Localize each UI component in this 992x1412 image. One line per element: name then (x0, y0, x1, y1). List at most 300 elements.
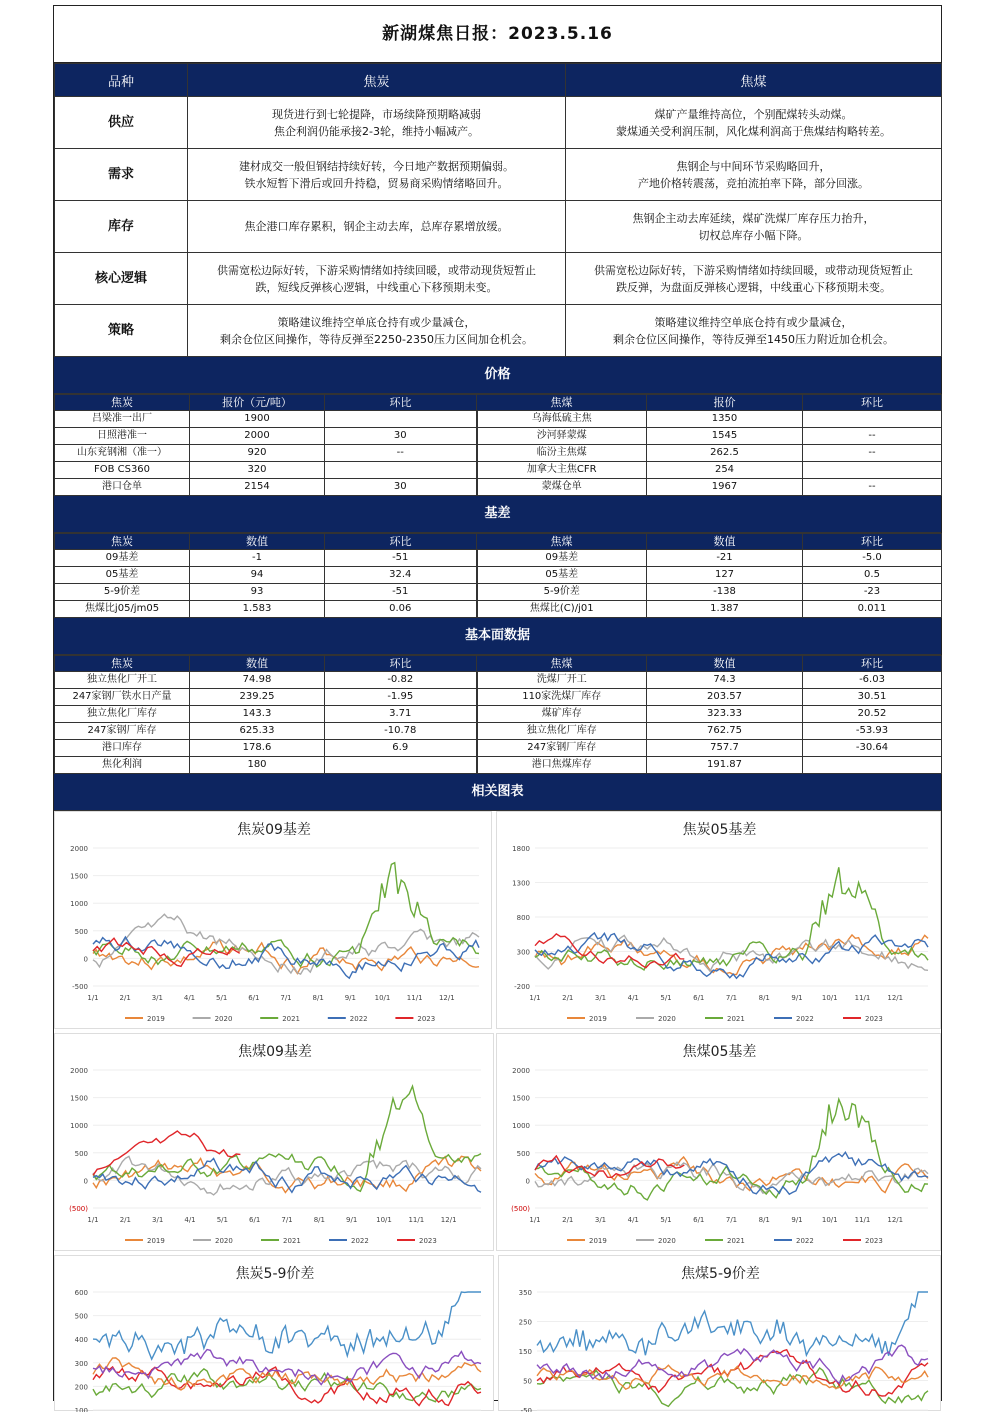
x-tick-label: 5/1 (660, 1216, 672, 1224)
basis-header-row (55, 534, 942, 550)
table-cell: 1900 (190, 411, 325, 428)
table-cell: -1.95 (325, 689, 477, 706)
table-cell: -138 (647, 584, 803, 601)
qual-row-label: 核心逻辑 (55, 253, 188, 305)
y-tick-label: 600 (74, 1289, 88, 1297)
table-cell: FOB CS360 (55, 462, 190, 479)
legend-label: 2020 (658, 1237, 676, 1245)
table-cell (325, 411, 477, 428)
table-cell: -0.82 (325, 672, 477, 689)
x-tick-label: 11/1 (854, 994, 871, 1002)
table-row (55, 550, 942, 567)
x-tick-label: 3/1 (152, 1216, 164, 1224)
chart-svg (499, 1256, 942, 1412)
qual-row-label: 需求 (55, 149, 188, 201)
basis-band: 基差 (54, 496, 941, 533)
qual-line: 焦钢企主动去库延续，煤矿洗煤厂库存压力抬升， (632, 211, 875, 225)
legend-label: 2020 (658, 1015, 676, 1023)
fundamentals-band: 基本面数据 (54, 618, 941, 655)
y-tick-label: (500) (511, 1205, 530, 1213)
legend-label: 2022 (349, 1015, 368, 1023)
chart-svg (55, 812, 493, 1030)
x-tick-label: 8/1 (312, 994, 324, 1002)
y-tick-label: 500 (516, 1149, 530, 1158)
table-cell: 沙河驿蒙煤 (477, 428, 647, 445)
y-tick-label: 0 (83, 955, 88, 964)
fund-col-header: 数值 (647, 656, 803, 672)
table-cell: -10.78 (325, 723, 477, 740)
report-frame (53, 5, 942, 1412)
x-tick-label: 12/1 (438, 994, 455, 1002)
table-cell: 临汾主焦煤 (477, 445, 647, 462)
qual-coke-cell (188, 305, 566, 357)
table-row (55, 757, 942, 774)
x-tick-label: 4/1 (627, 994, 639, 1002)
table-cell: -- (325, 445, 477, 462)
table-cell: 05基差 (55, 567, 190, 584)
table-cell: -23 (803, 584, 942, 601)
table-cell: 焦化利润 (55, 757, 190, 774)
table-cell: 焦煤比(C)/j01 (477, 601, 647, 618)
qual-coal-cell (566, 97, 942, 149)
table-cell: -5.0 (803, 550, 942, 567)
table-cell: 180 (190, 757, 325, 774)
qual-row-label: 库存 (55, 201, 188, 253)
table-cell: 254 (647, 462, 803, 479)
legend-label: 2020 (215, 1237, 233, 1245)
table-cell: 30.51 (803, 689, 942, 706)
table-cell: -21 (647, 550, 803, 567)
table-cell: 127 (647, 567, 803, 584)
y-tick-label: 100 (74, 1407, 88, 1412)
chart-title: 焦炭5-9价差 (235, 1266, 315, 1282)
legend-label: 2019 (147, 1015, 165, 1023)
table-row (55, 689, 942, 706)
y-tick-label: 0 (83, 1177, 88, 1186)
table-row (55, 445, 942, 462)
x-tick-label: 4/1 (627, 1216, 639, 1224)
chart-svg (497, 812, 942, 1030)
fund-col-header: 焦炭 (55, 656, 190, 672)
header-coal: 焦煤 (566, 64, 942, 97)
x-tick-label: 11/1 (854, 1216, 871, 1224)
y-tick-label: 1000 (512, 1122, 530, 1131)
y-tick-label: 2000 (512, 1067, 530, 1075)
series-line (93, 1158, 481, 1192)
table-cell: 山东兖钢湘（准一） (55, 445, 190, 462)
x-tick-label: 11/1 (406, 994, 423, 1002)
table-cell: 1.583 (190, 601, 325, 618)
table-cell: 1967 (647, 479, 803, 496)
chart-panel (54, 1255, 494, 1411)
qual-line: 剩余仓位区间操作，等待反弹至1450压力附近加仓机会。 (613, 332, 894, 346)
x-tick-label: 1/1 (529, 1216, 541, 1224)
table-row (55, 601, 942, 618)
y-tick-label: 500 (74, 927, 88, 936)
table-cell: 757.7 (647, 740, 803, 757)
x-tick-label: 12/1 (887, 1216, 904, 1224)
x-tick-label: 12/1 (887, 994, 904, 1002)
table-cell: 港口焦煤库存 (477, 757, 647, 774)
qual-line: 跌，短线反弹核心逻辑，中线重心下移预期未变。 (255, 280, 498, 294)
fund-col-header: 环比 (325, 656, 477, 672)
chart-title: 焦煤09基差 (238, 1044, 312, 1060)
qual-line: 焦钢企与中间环节采购略回升， (676, 159, 831, 173)
fund-col-header: 焦煤 (477, 656, 647, 672)
legend-label: 2021 (727, 1237, 745, 1245)
table-cell: 262.5 (647, 445, 803, 462)
chart-panel (498, 1255, 941, 1411)
chart-svg (55, 1256, 495, 1412)
x-tick-label: 10/1 (376, 1216, 392, 1224)
legend-label: 2022 (796, 1237, 814, 1245)
y-tick-label: 1800 (512, 845, 530, 853)
table-cell: 0.06 (325, 601, 477, 618)
table-cell: 蒙煤仓单 (477, 479, 647, 496)
table-cell: 05基差 (477, 567, 647, 584)
x-tick-label: 8/1 (758, 994, 770, 1002)
x-tick-label: 12/1 (440, 1216, 457, 1224)
qual-coke-cell (188, 149, 566, 201)
table-cell: 乌海低硫主焦 (477, 411, 647, 428)
y-tick-label: 1500 (70, 872, 88, 881)
table-cell: 323.33 (647, 706, 803, 723)
qual-line: 策略建议维持空单底仓持有或少量减仓， (277, 315, 476, 329)
x-tick-label: 8/1 (313, 1216, 325, 1224)
table-cell: 30 (325, 479, 477, 496)
table-cell: 30 (325, 428, 477, 445)
qual-line: 蒙煤通关受利润压制，风化煤利润高于焦煤结构略转差。 (616, 124, 891, 138)
table-cell: 吕梁准一出厂 (55, 411, 190, 428)
basis-col-header: 数值 (647, 534, 803, 550)
table-cell: -30.64 (803, 740, 942, 757)
y-tick-label: 50 (523, 1377, 532, 1386)
legend-label: 2023 (419, 1237, 437, 1245)
table-row (55, 740, 942, 757)
legend-label: 2019 (589, 1015, 607, 1023)
y-tick-label: 2000 (70, 845, 88, 853)
qual-row-label: 策略 (55, 305, 188, 357)
table-row (55, 672, 942, 689)
price-col-header: 报价 (647, 395, 803, 411)
price-col-header: 环比 (803, 395, 942, 411)
qual-coke-cell (188, 97, 566, 149)
qual-coal-cell (566, 201, 942, 253)
legend-label: 2019 (589, 1237, 607, 1245)
qual-coal-cell (566, 305, 942, 357)
series-line (93, 914, 479, 974)
x-tick-label: 8/1 (758, 1216, 770, 1224)
x-tick-label: 6/1 (693, 1216, 705, 1224)
qual-row (55, 201, 942, 253)
table-cell: 191.87 (647, 757, 803, 774)
x-tick-label: 7/1 (725, 1216, 738, 1224)
x-tick-label: 3/1 (151, 994, 163, 1002)
qual-coal-cell (566, 149, 942, 201)
table-cell: 247家钢厂库存 (477, 740, 647, 757)
price-band: 价格 (54, 357, 941, 394)
chart-title: 焦炭09基差 (237, 822, 311, 838)
table-cell: 独立焦化厂开工 (55, 672, 190, 689)
table-cell: 203.57 (647, 689, 803, 706)
legend-label: 2023 (865, 1015, 883, 1023)
fund-header-row (55, 656, 942, 672)
table-cell: -- (803, 479, 942, 496)
table-cell: 09基差 (477, 550, 647, 567)
series-line (93, 1350, 481, 1385)
series-line (535, 1099, 928, 1200)
qual-row-label: 供应 (55, 97, 188, 149)
table-cell: -53.93 (803, 723, 942, 740)
qual-line: 铁水短暂下滑后或回升持稳，贸易商采购情绪略回升。 (244, 176, 509, 190)
table-cell: 625.33 (190, 723, 325, 740)
x-tick-label: 9/1 (344, 994, 356, 1002)
table-cell: 762.75 (647, 723, 803, 740)
table-row (55, 462, 942, 479)
qual-row (55, 305, 942, 357)
x-tick-label: 4/1 (183, 994, 196, 1002)
price-col-header: 焦煤 (477, 395, 647, 411)
table-cell: 74.98 (190, 672, 325, 689)
y-tick-label: 500 (74, 1312, 88, 1321)
table-cell: 2154 (190, 479, 325, 496)
qual-line: 产地价格转震荡，竞拍流拍率下降，部分回涨。 (638, 176, 869, 190)
x-tick-label: 11/1 (408, 1216, 425, 1224)
table-cell: 5-9价差 (55, 584, 190, 601)
table-cell: 247家钢厂库存 (55, 723, 190, 740)
y-tick-label: -200 (514, 983, 530, 991)
table-cell: -6.03 (803, 672, 942, 689)
chart-svg (497, 1034, 942, 1252)
table-cell: 143.3 (190, 706, 325, 723)
price-table (54, 394, 942, 496)
qual-coke-cell (188, 201, 566, 253)
table-cell: 239.25 (190, 689, 325, 706)
x-tick-label: 10/1 (374, 994, 391, 1002)
report-title: 新湖煤焦日报：2023.5.16 (54, 6, 941, 63)
y-tick-label: 1500 (70, 1094, 88, 1103)
y-tick-label: 1300 (512, 879, 530, 888)
x-tick-label: 4/1 (184, 1216, 196, 1224)
qual-line: 煤矿产量维持高位，个别配煤转头动煤。 (654, 107, 853, 121)
x-tick-label: 3/1 (594, 994, 607, 1002)
x-tick-label: 7/1 (725, 994, 738, 1002)
series-line (537, 1292, 928, 1356)
table-row (55, 723, 942, 740)
table-cell: 320 (190, 462, 325, 479)
table-cell: -51 (325, 550, 477, 567)
table-cell: 178.6 (190, 740, 325, 757)
table-cell: 独立焦化厂库存 (55, 706, 190, 723)
qual-coal-cell (566, 253, 942, 305)
x-tick-label: 6/1 (249, 1216, 261, 1224)
y-tick-label: 300 (516, 948, 530, 957)
header-variety: 品种 (55, 64, 188, 97)
x-tick-label: 1/1 (529, 994, 541, 1002)
qual-line: 建材成交一般但钢结持续好转，今日地产数据预期偏弱。 (239, 159, 514, 173)
y-tick-label: -50 (520, 1407, 532, 1412)
basis-col-header: 焦炭 (55, 534, 190, 550)
x-tick-label: 1/1 (87, 1216, 99, 1224)
x-tick-label: 6/1 (248, 994, 260, 1002)
table-cell: 09基差 (55, 550, 190, 567)
legend-label: 2021 (727, 1015, 745, 1023)
table-cell: 煤矿库存 (477, 706, 647, 723)
x-tick-label: 2/1 (119, 1216, 131, 1224)
y-tick-label: 200 (74, 1383, 88, 1392)
y-tick-label: 800 (516, 914, 530, 922)
x-tick-label: 5/1 (660, 994, 672, 1002)
chart-title: 焦炭05基差 (682, 822, 757, 838)
y-tick-label: 1000 (70, 1122, 88, 1131)
qual-line: 焦企利润仍能承接2-3轮，维持小幅减产。 (274, 124, 479, 138)
table-cell: 20.52 (803, 706, 942, 723)
table-cell: 加拿大主焦CFR (477, 462, 647, 479)
chart-title: 焦煤05基差 (682, 1044, 757, 1060)
table-cell: 1350 (647, 411, 803, 428)
table-row (55, 567, 942, 584)
x-tick-label: 2/1 (562, 1216, 574, 1224)
chart-panel (496, 1033, 941, 1251)
y-tick-label: 0 (525, 1177, 530, 1186)
x-tick-label: 7/1 (280, 994, 292, 1002)
qual-row (55, 253, 942, 305)
table-cell: 日照港准一 (55, 428, 190, 445)
price-col-header: 环比 (325, 395, 477, 411)
basis-col-header: 环比 (325, 534, 477, 550)
table-cell (803, 757, 942, 774)
y-tick-label: (500) (69, 1205, 88, 1213)
table-cell: 93 (190, 584, 325, 601)
y-tick-label: 250 (518, 1318, 532, 1327)
legend-label: 2022 (351, 1237, 369, 1245)
chart-panel (54, 1033, 494, 1251)
qual-row (55, 149, 942, 201)
qual-line: 剩余仓位区间操作，等待反弹至2250-2350压力区间加仓机会。 (220, 332, 533, 346)
table-cell: 港口仓单 (55, 479, 190, 496)
series-line (93, 863, 479, 967)
table-cell: 6.9 (325, 740, 477, 757)
table-cell: 32.4 (325, 567, 477, 584)
x-tick-label: 3/1 (594, 1216, 607, 1224)
qual-row (55, 97, 942, 149)
table-cell: 94 (190, 567, 325, 584)
fund-col-header: 环比 (803, 656, 942, 672)
qual-coke-cell (188, 253, 566, 305)
chart-title: 焦煤5-9价差 (681, 1266, 760, 1282)
table-row (55, 706, 942, 723)
table-cell: 1.387 (647, 601, 803, 618)
y-tick-label: -500 (72, 983, 88, 991)
x-tick-label: 7/1 (281, 1216, 293, 1224)
table-row (55, 584, 942, 601)
x-tick-label: 2/1 (119, 994, 131, 1002)
x-tick-label: 10/1 (821, 1216, 838, 1224)
x-tick-label: 9/1 (791, 1216, 803, 1224)
legend-label: 2022 (796, 1015, 814, 1023)
price-col-header: 焦炭 (55, 395, 190, 411)
qual-line: 现货进行到七轮提降，市场续降预期略减弱 (272, 107, 481, 121)
fundamentals-table (54, 655, 942, 774)
legend-label: 2023 (417, 1015, 436, 1023)
x-tick-label: 5/1 (216, 994, 228, 1002)
table-cell: 5-9价差 (477, 584, 647, 601)
basis-table (54, 533, 942, 618)
x-tick-label: 10/1 (821, 994, 838, 1002)
table-cell: 洗煤厂开工 (477, 672, 647, 689)
header-coke: 焦炭 (188, 64, 566, 97)
table-cell: 0.5 (803, 567, 942, 584)
table-cell (803, 462, 942, 479)
table-row (55, 428, 942, 445)
y-tick-label: 1000 (70, 900, 88, 909)
x-tick-label: 5/1 (216, 1216, 228, 1224)
basis-col-header: 焦煤 (477, 534, 647, 550)
table-cell: 74.3 (647, 672, 803, 689)
y-tick-label: 350 (518, 1289, 532, 1297)
table-cell: -51 (325, 584, 477, 601)
qual-line: 策略建议维持空单底仓持有或少量减仓， (654, 315, 853, 329)
x-tick-label: 2/1 (562, 994, 574, 1002)
table-cell: 0.011 (803, 601, 942, 618)
price-header-row (55, 395, 942, 411)
table-cell: -- (803, 445, 942, 462)
series-line (93, 1292, 481, 1359)
x-tick-label: 1/1 (87, 994, 99, 1002)
table-cell: 2000 (190, 428, 325, 445)
table-cell: 247家钢厂铁水日产量 (55, 689, 190, 706)
chart-panel (496, 811, 941, 1029)
legend-label: 2019 (147, 1237, 165, 1245)
charts-band: 相关图表 (54, 774, 941, 811)
x-tick-label: 9/1 (346, 1216, 358, 1224)
y-tick-label: 300 (74, 1359, 88, 1368)
y-tick-label: 2000 (70, 1067, 88, 1075)
qual-line: 供需宽松边际好转，下游采购情绪如持续回暖，或带动现货短暂止 (594, 263, 913, 277)
table-cell: 独立焦化厂库存 (477, 723, 647, 740)
legend-label: 2021 (282, 1015, 301, 1023)
x-tick-label: 6/1 (693, 994, 705, 1002)
y-tick-label: 150 (518, 1348, 532, 1356)
chart-panel (54, 811, 492, 1029)
y-tick-label: 1500 (512, 1094, 530, 1103)
y-tick-label: 500 (74, 1149, 88, 1158)
table-row (55, 411, 942, 428)
series-line (535, 1152, 928, 1194)
table-cell (803, 411, 942, 428)
table-cell: 焦煤比j05/jm05 (55, 601, 190, 618)
x-tick-label: 9/1 (791, 994, 803, 1002)
legend-label: 2023 (865, 1237, 883, 1245)
chart-svg (55, 1034, 495, 1252)
table-cell: 1545 (647, 428, 803, 445)
charts-area (54, 811, 941, 1411)
table-cell: 110家洗煤厂库存 (477, 689, 647, 706)
basis-col-header: 环比 (803, 534, 942, 550)
table-cell: 港口库存 (55, 740, 190, 757)
basis-col-header: 数值 (190, 534, 325, 550)
qual-line: 跌反弹，为盘面反弹核心逻辑，中线重心下移预期未变。 (616, 280, 891, 294)
qual-line: 供需宽松边际好转，下游采购情绪如持续回暖，或带动现货短暂止 (217, 263, 536, 277)
table-cell (325, 462, 477, 479)
y-tick-label: 400 (74, 1336, 88, 1345)
table-row (55, 479, 942, 496)
qual-line: 切权总库存小幅下降。 (698, 228, 809, 242)
qualitative-table (54, 63, 942, 357)
legend-label: 2021 (283, 1237, 301, 1245)
table-cell (325, 757, 477, 774)
qual-line: 焦企港口库存累积，钢企主动去库，总库存累增放缓。 (244, 220, 509, 233)
